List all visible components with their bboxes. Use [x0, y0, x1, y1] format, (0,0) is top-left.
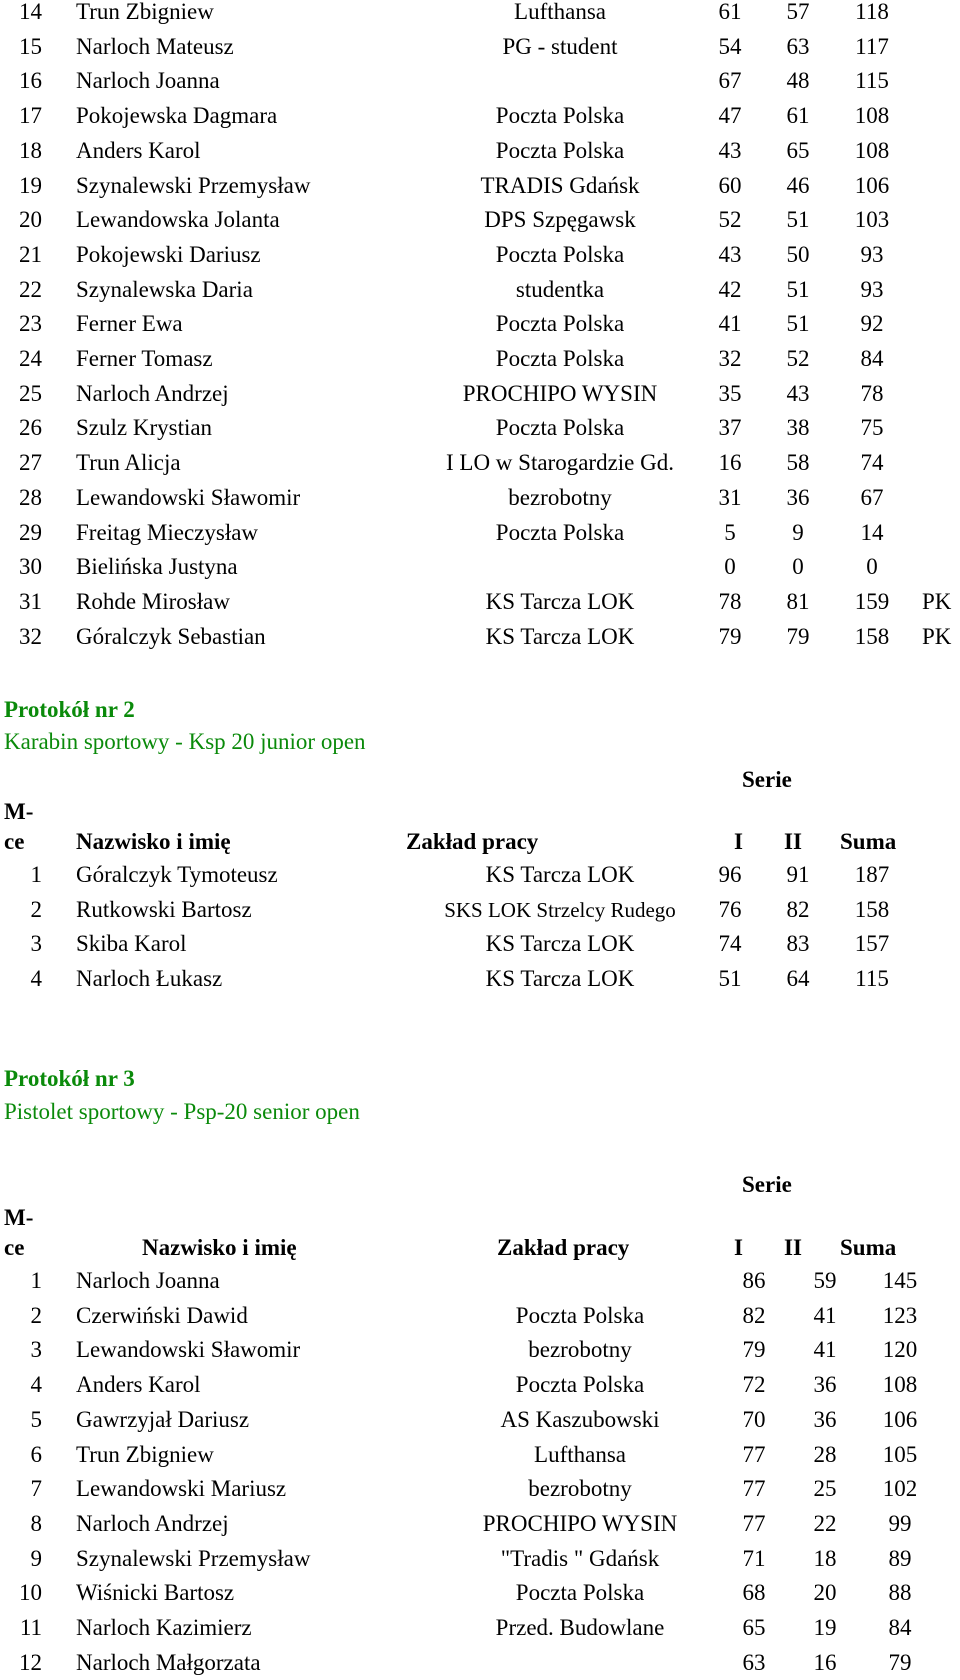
place-cell: 10	[19, 1580, 42, 1606]
series-1-cell: 96	[718, 862, 742, 887]
table-row	[0, 620, 960, 654]
section3-place-header-bottom: ce	[4, 1235, 25, 1260]
series-2-cell: 63	[786, 33, 810, 59]
series-1-cell: 41	[718, 311, 742, 337]
sum-cell: 108	[854, 103, 890, 129]
place-cell: 17	[19, 103, 42, 129]
table-row	[0, 927, 960, 961]
name-cell: Anders Karol	[76, 1372, 201, 1398]
place-cell: 24	[19, 346, 42, 371]
company-cell: KS Tarcza LOK	[485, 931, 635, 957]
company-cell: Poczta Polska	[495, 346, 625, 371]
series-1-cell: 77	[742, 1476, 766, 1502]
series-2-cell: 38	[786, 415, 810, 441]
section3-company-header: Zakład pracy	[497, 1235, 630, 1260]
sum-cell: 145	[882, 1268, 918, 1293]
place-cell: 32	[19, 623, 42, 649]
series-2-cell: 61	[786, 103, 810, 129]
series-2-cell: 58	[786, 450, 810, 476]
name-cell: Narloch Mateusz	[76, 33, 234, 59]
series-2-cell: 51	[786, 276, 810, 302]
series-1-cell: 5	[724, 519, 736, 545]
series-1-cell: 16	[718, 450, 742, 476]
series-2-cell: 28	[813, 1441, 837, 1467]
series-1-cell: 63	[742, 1649, 766, 1675]
place-cell: 4	[30, 1372, 42, 1398]
series-1-cell: 37	[718, 415, 742, 441]
company-cell: bezrobotny	[528, 1476, 632, 1502]
protocol-3-title: Protokół nr 3	[4, 1066, 135, 1091]
place-cell: 1	[30, 1268, 42, 1293]
table-row	[0, 1576, 960, 1610]
company-cell: Poczta Polska	[495, 137, 625, 163]
place-cell: 4	[30, 966, 42, 992]
table-row	[0, 377, 960, 411]
sum-cell: 14	[860, 519, 884, 545]
sum-cell: 108	[854, 137, 890, 163]
place-cell: 27	[19, 450, 42, 476]
section3-name-header: Nazwisko i imię	[142, 1235, 297, 1260]
place-cell: 23	[19, 311, 42, 337]
table-row	[0, 550, 960, 584]
series-2-cell: 19	[813, 1615, 837, 1640]
note-cell: PK	[922, 623, 952, 649]
series-2-cell: 48	[786, 68, 810, 94]
series-2-cell: 91	[786, 862, 810, 887]
company-cell: Poczta Polska	[495, 241, 625, 267]
name-cell: Freitag Mieczysław	[76, 519, 259, 545]
place-cell: 22	[19, 276, 42, 302]
table-row	[0, 893, 960, 927]
sum-cell: 187	[854, 862, 890, 887]
series-1-cell: 86	[742, 1268, 766, 1293]
series-2-cell: 36	[813, 1406, 837, 1432]
company-cell: PROCHIPO WYSIN	[482, 1510, 678, 1536]
company-cell: Poczta Polska	[495, 415, 625, 441]
table-row	[0, 1542, 960, 1576]
series-2-cell: 41	[813, 1302, 837, 1328]
place-cell: 14	[19, 0, 42, 24]
name-cell: Góralczyk Tymoteusz	[76, 862, 278, 887]
company-cell: bezrobotny	[528, 1337, 632, 1363]
table-row	[0, 134, 960, 168]
protocol-2-title: Protokół nr 2	[4, 697, 135, 722]
table-row	[0, 1368, 960, 1402]
sum-cell: 106	[882, 1406, 918, 1432]
company-cell: Przed. Budowlane	[495, 1615, 665, 1640]
sum-cell: 75	[860, 415, 884, 441]
series-1-cell: 74	[718, 931, 742, 957]
sum-cell: 89	[888, 1545, 912, 1571]
sum-cell: 158	[854, 623, 890, 649]
series-1-cell: 60	[718, 172, 742, 198]
company-cell: Poczta Polska	[495, 519, 625, 545]
series-1-cell: 79	[718, 623, 742, 649]
series-2-cell: 52	[786, 346, 810, 371]
section2-name-header: Nazwisko i imię	[76, 829, 231, 854]
table-row	[0, 64, 960, 98]
company-cell: studentka	[515, 276, 605, 302]
series-1-cell: 77	[742, 1441, 766, 1467]
series-2-cell: 65	[786, 137, 810, 163]
table-row	[0, 99, 960, 133]
sum-cell: 117	[855, 33, 889, 59]
table-row	[0, 1264, 960, 1298]
place-cell: 26	[19, 415, 42, 441]
place-cell: 19	[19, 172, 42, 198]
table-row	[0, 411, 960, 445]
table-row	[0, 516, 960, 550]
series-2-cell: 0	[792, 554, 804, 580]
table-row	[0, 342, 960, 376]
series-2-cell: 64	[786, 966, 810, 992]
name-cell: Czerwiński Dawid	[76, 1302, 248, 1328]
company-cell: KS Tarcza LOK	[485, 966, 635, 992]
place-cell: 18	[19, 137, 42, 163]
sum-cell: 78	[860, 380, 884, 406]
name-cell: Ferner Ewa	[76, 311, 183, 337]
name-cell: Narloch Joanna	[76, 68, 220, 94]
series-1-cell: 43	[718, 241, 742, 267]
place-cell: 31	[19, 588, 42, 614]
table-row	[0, 1611, 960, 1645]
section2-sum-header: Suma	[840, 829, 897, 854]
series-1-cell: 68	[742, 1580, 766, 1606]
place-cell: 11	[19, 1615, 42, 1640]
series-2-cell: 43	[786, 380, 810, 406]
series-1-cell: 47	[718, 103, 742, 129]
series-2-cell: 46	[786, 172, 810, 198]
name-cell: Gawrzyjał Dariusz	[76, 1406, 250, 1432]
name-cell: Rohde Mirosław	[76, 588, 230, 614]
series-2-cell: 18	[813, 1545, 837, 1571]
section3-serie-label: Serie	[742, 1172, 792, 1197]
table-row	[0, 858, 960, 892]
series-2-cell: 51	[786, 311, 810, 337]
sum-cell: 103	[854, 207, 890, 233]
sum-cell: 67	[860, 484, 884, 510]
place-cell: 1	[30, 862, 42, 887]
company-cell: PROCHIPO WYSIN	[462, 380, 658, 406]
sum-cell: 118	[855, 0, 889, 24]
sum-cell: 93	[860, 241, 884, 267]
sum-cell: 88	[888, 1580, 912, 1606]
company-cell: Lufthansa	[534, 1441, 626, 1467]
place-cell: 6	[30, 1441, 42, 1467]
name-cell: Szynalewski Przemysław	[76, 172, 311, 198]
series-2-cell: 16	[813, 1649, 837, 1675]
company-cell: KS Tarcza LOK	[485, 623, 635, 649]
series-1-cell: 0	[724, 554, 736, 580]
series-1-cell: 65	[742, 1615, 766, 1640]
name-cell: Wiśnicki Bartosz	[76, 1580, 235, 1606]
table-row	[0, 1333, 960, 1367]
table-row	[0, 585, 960, 619]
series-2-cell: 83	[786, 931, 810, 957]
table-row	[0, 30, 960, 64]
series-2-cell: 36	[813, 1372, 837, 1398]
name-cell: Szynalewska Daria	[76, 276, 253, 302]
sum-cell: 115	[855, 966, 889, 992]
series-2-cell: 57	[786, 0, 810, 24]
company-cell: AS Kaszubowski	[500, 1406, 660, 1432]
series-2-cell: 79	[786, 623, 810, 649]
series-1-cell: 79	[742, 1337, 766, 1363]
place-cell: 2	[30, 1302, 42, 1328]
name-cell: Lewandowska Jolanta	[76, 207, 280, 233]
section3-series-2-header: II	[784, 1235, 802, 1260]
name-cell: Narloch Andrzej	[76, 1510, 229, 1536]
series-1-cell: 52	[718, 207, 742, 233]
name-cell: Bielińska Justyna	[76, 554, 238, 580]
sum-cell: 115	[855, 68, 889, 94]
section2-serie-label: Serie	[742, 767, 792, 792]
company-cell: Poczta Polska	[495, 311, 625, 337]
name-cell: Lewandowski Sławomir	[76, 1337, 301, 1363]
company-cell: Poczta Polska	[515, 1302, 645, 1328]
sum-cell: 158	[854, 896, 890, 922]
series-1-cell: 77	[742, 1510, 766, 1536]
name-cell: Góralczyk Sebastian	[76, 623, 266, 649]
company-cell: DPS Szpęgawsk	[484, 207, 636, 233]
company-cell: "Tradis " Gdańsk	[500, 1545, 660, 1571]
protocol-2-subtitle: Karabin sportowy - Ksp 20 junior open	[4, 729, 366, 754]
sum-cell: 106	[854, 172, 890, 198]
sum-cell: 123	[882, 1302, 918, 1328]
name-cell: Trun Zbigniew	[76, 0, 214, 24]
table-row	[0, 1438, 960, 1472]
company-cell: SKS LOK Strzelcy Rudego	[444, 897, 676, 922]
table-row	[0, 446, 960, 480]
name-cell: Szynalewski Przemysław	[76, 1545, 311, 1571]
series-2-cell: 41	[813, 1337, 837, 1363]
place-cell: 7	[30, 1476, 42, 1502]
table-row	[0, 481, 960, 515]
place-cell: 15	[19, 33, 42, 59]
series-1-cell: 32	[718, 346, 742, 371]
section2-place-header-top: M-	[4, 799, 34, 824]
protocol-3-subtitle: Pistolet sportowy - Psp-20 senior open	[4, 1099, 360, 1124]
company-cell: bezrobotny	[508, 484, 612, 510]
series-2-cell: 50	[786, 241, 810, 267]
sum-cell: 159	[854, 588, 890, 614]
company-cell: Poczta Polska	[515, 1372, 645, 1398]
company-cell: Poczta Polska	[495, 103, 625, 129]
name-cell: Narloch Joanna	[76, 1268, 220, 1293]
table-row	[0, 1403, 960, 1437]
place-cell: 28	[19, 484, 42, 510]
sum-cell: 102	[882, 1476, 918, 1502]
series-1-cell: 42	[718, 276, 742, 302]
place-cell: 16	[19, 68, 42, 94]
name-cell: Anders Karol	[76, 137, 201, 163]
name-cell: Narloch Małgorzata	[76, 1649, 261, 1675]
series-2-cell: 9	[792, 519, 804, 545]
series-1-cell: 76	[718, 896, 742, 922]
series-1-cell: 70	[742, 1406, 766, 1432]
company-cell: KS Tarcza LOK	[485, 862, 635, 887]
table-row	[0, 1299, 960, 1333]
table-row	[0, 238, 960, 272]
series-1-cell: 54	[718, 33, 742, 59]
series-2-cell: 51	[786, 207, 810, 233]
series-1-cell: 61	[718, 0, 742, 24]
name-cell: Pokojewski Dariusz	[76, 241, 261, 267]
series-2-cell: 25	[813, 1476, 837, 1502]
sum-cell: 105	[882, 1441, 918, 1467]
sum-cell: 157	[854, 931, 890, 957]
section2-series-2-header: II	[784, 829, 802, 854]
name-cell: Narloch Łukasz	[76, 966, 223, 992]
series-2-cell: 81	[786, 588, 810, 614]
place-cell: 12	[19, 1649, 42, 1675]
series-2-cell: 59	[813, 1268, 837, 1293]
company-cell: I LO w Starogardzie Gd.	[445, 450, 674, 476]
sum-cell: 84	[888, 1615, 912, 1640]
company-cell: KS Tarcza LOK	[485, 588, 635, 614]
sum-cell: 92	[860, 311, 884, 337]
sum-cell: 79	[888, 1649, 912, 1675]
name-cell: Narloch Andrzej	[76, 380, 229, 406]
sum-cell: 74	[860, 450, 884, 476]
series-1-cell: 35	[718, 380, 742, 406]
section2-company-header: Zakład pracy	[406, 829, 539, 854]
place-cell: 21	[19, 241, 42, 267]
table-row	[0, 1507, 960, 1541]
note-cell: PK	[922, 588, 952, 614]
sum-cell: 93	[860, 276, 884, 302]
company-cell: Lufthansa	[514, 0, 606, 24]
table-row	[0, 307, 960, 341]
name-cell: Lewandowski Mariusz	[76, 1476, 287, 1502]
name-cell: Ferner Tomasz	[76, 346, 213, 371]
series-1-cell: 31	[718, 484, 742, 510]
sum-cell: 108	[882, 1372, 918, 1398]
table-row	[0, 962, 960, 996]
series-1-cell: 67	[718, 68, 742, 94]
name-cell: Rutkowski Bartosz	[76, 896, 252, 922]
series-1-cell: 51	[718, 966, 742, 992]
name-cell: Skiba Karol	[76, 931, 187, 957]
place-cell: 20	[19, 207, 42, 233]
table-row	[0, 203, 960, 237]
series-1-cell: 82	[742, 1302, 766, 1328]
name-cell: Trun Alicja	[76, 450, 181, 476]
sum-cell: 99	[888, 1510, 912, 1536]
place-cell: 29	[19, 519, 42, 545]
series-2-cell: 82	[786, 896, 810, 922]
section2-series-1-header: I	[734, 829, 743, 854]
series-1-cell: 72	[742, 1372, 766, 1398]
company-cell: Poczta Polska	[515, 1580, 645, 1606]
sum-cell: 84	[860, 346, 884, 371]
place-cell: 3	[30, 931, 42, 957]
table-row	[0, 273, 960, 307]
series-2-cell: 20	[813, 1580, 837, 1606]
series-2-cell: 36	[786, 484, 810, 510]
section2-place-header-bottom: ce	[4, 829, 25, 854]
place-cell: 2	[30, 896, 42, 922]
series-2-cell: 22	[813, 1510, 837, 1536]
table-row	[0, 1646, 960, 1680]
table-row	[0, 169, 960, 203]
series-1-cell: 71	[742, 1545, 766, 1571]
place-cell: 8	[30, 1510, 42, 1536]
name-cell: Narloch Kazimierz	[76, 1615, 252, 1640]
table-row	[0, 1472, 960, 1506]
sum-cell: 0	[866, 554, 878, 580]
place-cell: 30	[19, 554, 42, 580]
section3-series-1-header: I	[734, 1235, 743, 1260]
name-cell: Pokojewska Dagmara	[76, 103, 278, 129]
place-cell: 9	[30, 1545, 42, 1571]
name-cell: Szulz Krystian	[76, 415, 213, 441]
table-row	[0, 0, 960, 29]
series-1-cell: 43	[718, 137, 742, 163]
place-cell: 3	[30, 1337, 42, 1363]
place-cell: 25	[19, 380, 42, 406]
company-cell: TRADIS Gdańsk	[480, 172, 640, 198]
company-cell: PG - student	[502, 33, 618, 59]
name-cell: Trun Zbigniew	[76, 1441, 214, 1467]
name-cell: Lewandowski Sławomir	[76, 484, 301, 510]
sum-cell: 120	[882, 1337, 918, 1363]
section3-place-header-top: M-	[4, 1205, 34, 1230]
section3-sum-header: Suma	[840, 1235, 897, 1260]
place-cell: 5	[30, 1406, 42, 1432]
series-1-cell: 78	[718, 588, 742, 614]
